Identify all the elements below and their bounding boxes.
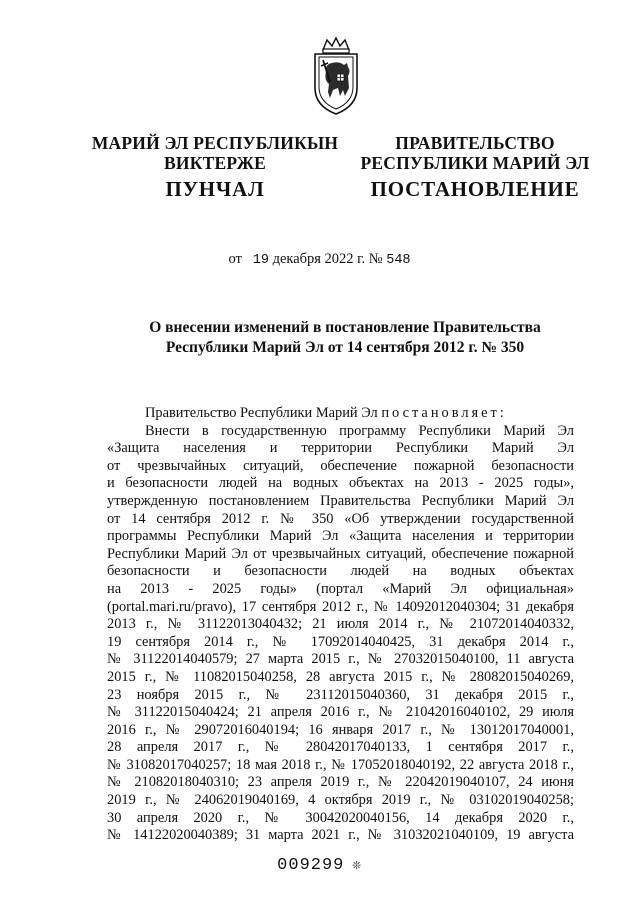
body-line: 2019 г., № 24062019040169, 4 октября 2019 г., № 03102019040258; bbox=[107, 792, 574, 809]
body-line: № 31082017040257; 18 мая 2018 г., № 17052018040192, 22 августа 2018 г., bbox=[107, 756, 574, 773]
date-prefix: от bbox=[228, 251, 242, 267]
body-line: (portal.mari.ru/pravo), 17 сентября 2012 г., № 14092012040304; 31 декабря bbox=[107, 598, 574, 615]
header-left-line1: МАРИЙ ЭЛ РЕСПУБЛИКЫН bbox=[91, 133, 339, 153]
body-line: безопасности и безопасности людей на водных объектах bbox=[107, 563, 574, 580]
body-lines bbox=[107, 423, 574, 845]
doc-type-left: ПУНЧАЛ bbox=[165, 177, 265, 201]
body-intro-subject: Правительство Республики Марий Эл bbox=[145, 405, 378, 421]
header-left-authority bbox=[90, 133, 340, 173]
document-subject bbox=[110, 318, 580, 358]
body-line: Внести в государственную программу Республики Марий Эл bbox=[145, 422, 574, 439]
document-number: 548 bbox=[386, 253, 411, 268]
stamp-mark-icon: ❊ bbox=[352, 858, 362, 874]
doc-type-right: ПОСТАНОВЛЕНИЕ bbox=[370, 177, 580, 201]
body-line: № 14122020040389; 31 марта 2021 г., № 31032021040109, 19 августа bbox=[107, 827, 574, 844]
body-line: «Защита населения и территории Республики Марий Эл bbox=[107, 440, 574, 457]
body-line: 23 ноября 2015 г., № 23112015040360, 31 декабря 2015 г., bbox=[107, 686, 574, 703]
body-line: и безопасности людей на водных объектах на 2013 - 2025 годы», bbox=[107, 475, 574, 492]
body-line: утвержденную постановлением Правительства Республики Марий Эл bbox=[107, 492, 574, 509]
subject-line2: Республики Марий Эл от 14 сентября 2012 г. № 350 bbox=[165, 339, 525, 356]
coat-of-arms-emblem bbox=[299, 36, 373, 116]
date-day: 19 bbox=[252, 253, 269, 268]
body-line: 30 апреля 2020 г., № 30042020040156, 14 декабря 2020 г., bbox=[107, 809, 574, 826]
body-line: на 2013 - 2025 годы» (портал «Марий Эл официальная» bbox=[107, 580, 574, 597]
body-line: от 14 сентября 2012 г. № 350 «Об утверждении государственной bbox=[107, 510, 574, 527]
subject-line1: О внесении изменений в постановление Правительства bbox=[149, 319, 541, 336]
header-right-line2: РЕСПУБЛИКИ МАРИЙ ЭЛ bbox=[360, 153, 590, 173]
body-intro-verb: постановляет: bbox=[381, 405, 507, 421]
body-line: 19 сентября 2014 г., № 17092014040425, 31 декабря 2014 г., bbox=[107, 633, 574, 650]
body-intro bbox=[107, 405, 574, 423]
body-line: № 31122014040579; 27 марта 2015 г., № 27032015040100, 11 августа bbox=[107, 651, 574, 668]
body-line: 2013 г., № 31122013040432; 21 июля 2014 г., № 21072014040332, bbox=[107, 616, 574, 633]
body-line: № 31122015040424; 21 апреля 2016 г., № 21042016040102, 29 июля bbox=[107, 704, 574, 721]
body-line: 2015 г., № 11082015040258, 28 августа 2015 г., № 28082015040269, bbox=[107, 668, 574, 685]
body-line: программы Республики Марий Эл «Защита населения и территории bbox=[107, 528, 574, 545]
body-line: от чрезвычайных ситуаций, обеспечение пожарной безопасности bbox=[107, 457, 574, 474]
date-rest: декабря 2022 г. № bbox=[272, 251, 383, 267]
body-line: Республики Марий Эл от чрезвычайных ситуаций, обеспечение пожарной bbox=[107, 545, 574, 562]
body-line: № 21082018040310; 23 апреля 2019 г., № 22042019040107, 24 июня bbox=[107, 774, 574, 791]
header-right-line1: ПРАВИТЕЛЬСТВО bbox=[395, 133, 555, 153]
body-line: 2016 г., № 29072016040194; 16 января 2017 г., № 13012017040001, bbox=[107, 721, 574, 738]
document-body bbox=[107, 405, 574, 845]
header-right-authority bbox=[350, 133, 600, 173]
footer-serial bbox=[0, 856, 639, 875]
serial-number: 009299 bbox=[277, 856, 345, 875]
date-line bbox=[0, 251, 639, 268]
header-left-line2: ВИКТЕРЖЕ bbox=[164, 153, 266, 173]
body-line: 28 апреля 2017 г., № 28042017040133, 1 сентября 2017 г., bbox=[107, 739, 574, 756]
